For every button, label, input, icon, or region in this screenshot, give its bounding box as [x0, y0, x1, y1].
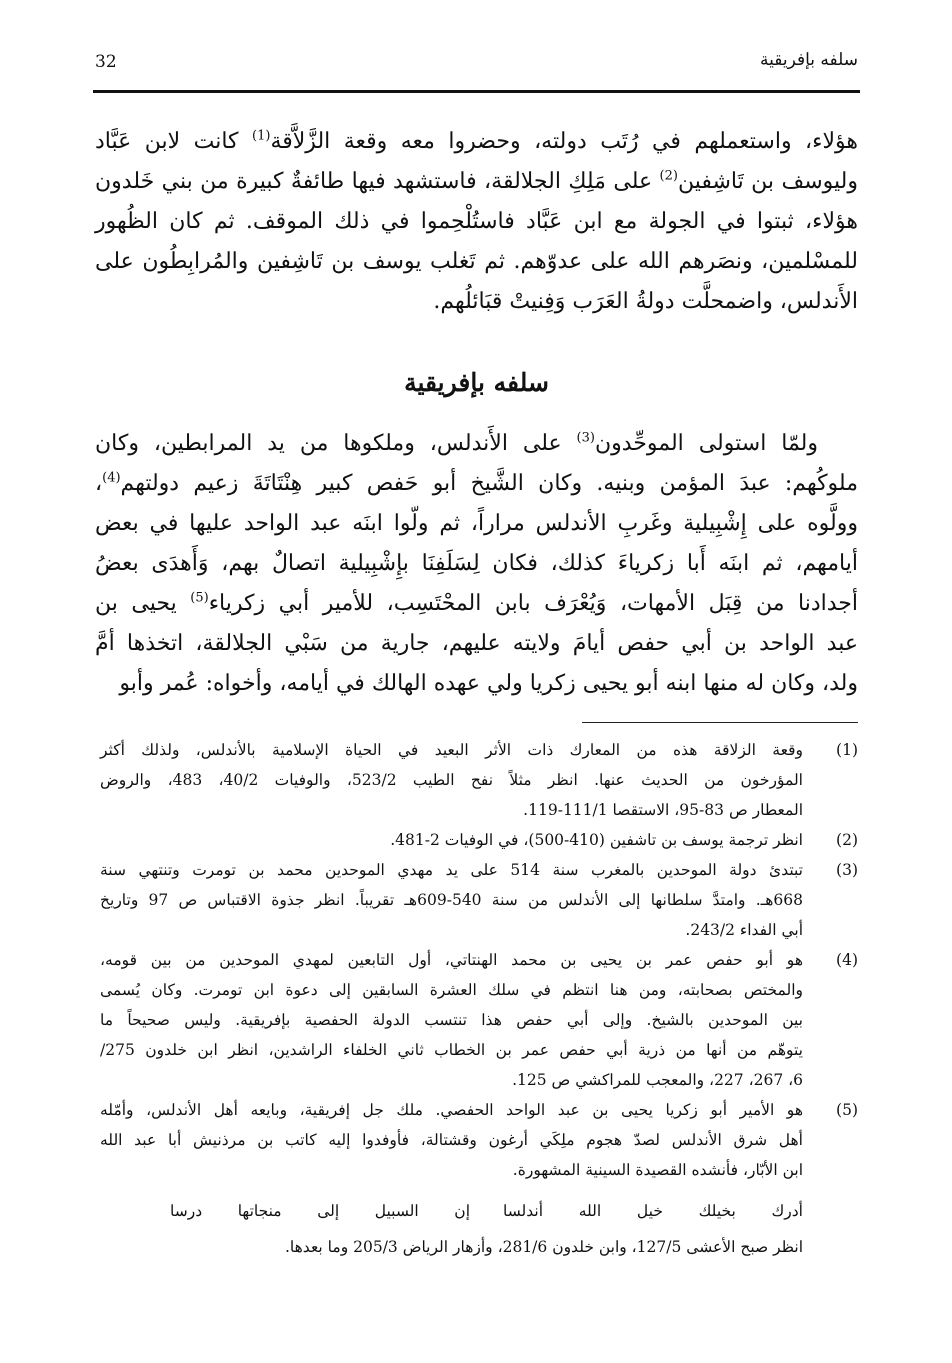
verse-second-hemistich: إن السبيل إلى منجاتها درسا — [170, 1202, 470, 1220]
footnote — [100, 855, 858, 945]
text-segment: يحيى بن — [95, 591, 191, 616]
footnote-marker: (3) — [576, 430, 595, 446]
footnote-line: هو أبو حفص عمر بن يحيى بن محمد الهنتاتي، أول التابعين لمهدي الموحدين من بين قومه، — [100, 951, 803, 969]
footnote-number: (1) — [836, 741, 858, 759]
text-segment: الأَندلس، واضمحلَّت دولةُ العَرَب وَفِنيتْ قبَائلُهم. — [433, 289, 858, 314]
footnote-line: أهل شرق الأندلس لصدّ هجوم ملِكَي أرغون وقشتالة، فأوفدوا إليه كاتب بن مرذنيش أبا عبد الله — [100, 1131, 803, 1149]
footnote-separator — [582, 722, 858, 723]
footnote-line: يتوهّم من أنها من ذرية أبي حفص عمر بن الخطاب ثاني الخلفاء الراشدين، انظر ابن خلدون 275/ — [100, 1041, 803, 1059]
footnote-line: وقعة الزلاقة هذه من المعارك ذات الأثر البعيد في الحياة الإسلامية بالأندلس، ولذلك أكثر — [100, 741, 803, 759]
verse-first-hemistich: أدرك بخيلك خيل الله أندلسا — [503, 1202, 803, 1220]
footnote-number: (2) — [836, 831, 858, 849]
footnote-line: تبتدئ دولة الموحدين بالمغرب سنة 514 على يد مهدي الموحدين محمد بن تومرت وتنتهي سنة — [100, 861, 803, 879]
footnote-number: (5) — [836, 1101, 858, 1119]
footnote — [100, 1095, 858, 1185]
footnote-marker: (4) — [102, 470, 121, 486]
footnote-number: (4) — [836, 951, 858, 969]
text-segment: ، — [95, 471, 103, 496]
footnote-line: المعطار ص 83-95، الاستقصا 111/1-119. — [523, 801, 803, 819]
text-line — [95, 504, 858, 544]
running-head: سلفه بإفريقية — [760, 50, 858, 70]
text-segment: وولَّوه على إِشْبِيلية وغَربِ الأندلس مراراً، ثم ولّوا ابنَه عبد الواحد عليها في بعض — [95, 511, 858, 536]
text-segment: أيامهم، ثم ابنَه أَبا زكرياءَ كذلك، فكان لِسَلَفِنَا بإِشْبِيلية اتصالٌ بهم، وَأَهدَى بعضُ — [95, 551, 858, 576]
header-rule — [93, 90, 860, 93]
text-segment: على الأَندلس، وملكوها من يد المرابطين، وكان — [95, 431, 577, 456]
verse — [100, 1191, 858, 1231]
text-segment: للمسْلمين، ونصَرهم الله على عدوّهم. ثم تَغلب يوسف بن تَاشِفين والمُرابِطُون على — [95, 249, 858, 274]
footnote-line: انظر ترجمة يوسف بن تاشفين (410-500)، في الوفيات 2-481. — [390, 831, 803, 849]
footnote-marker: (5) — [190, 590, 209, 606]
footnote — [100, 735, 858, 825]
text-line — [95, 424, 858, 464]
text-segment: أجدادنا من قِبَل الأمهات، وَيُعْرَف بابن المحْتَسِب، للأمير أبي زكرياء — [208, 591, 859, 616]
text-line — [95, 664, 858, 704]
text-line — [95, 242, 858, 282]
paragraph-2 — [95, 424, 858, 704]
text-line — [95, 464, 858, 504]
page-number: 32 — [95, 52, 117, 72]
text-segment: ولد، وكان له منها ابنه أبو يحيى زكريا ولي عهده الهالك في أيامه، وأخواه: عُمر وأبو — [119, 671, 858, 696]
text-segment: هؤلاء، واستعملهم في رُتَب دولته، وحضروا معه وقعة الزَّلاَّقة — [270, 129, 858, 154]
footnote-line: والمختص بصحابته، ومن هنا انتظم في سلك العشرة السابقين إلى دعوة ابن تومرت. وكان يُسمى — [100, 981, 803, 999]
text-line — [95, 282, 858, 322]
footnote-line: 668هـ. وامتدَّ سلطانها إلى الأندلس من سنة 540-609هـ تقريباً. انظر جذوة الاقتباس ص 97 وتاريخ — [100, 891, 803, 909]
text-segment: عبد الواحد بن أبي حفص أيامَ ولايته عليهم، جارية من سَبْي الجلالقة، اتخذها أمَّ — [95, 631, 858, 656]
footnote-line: بين الموحدين بالشيخ. وإلى أبي حفص هذا تنتسب الدولة الحفصية بإفريقية. وليس صحيحاً ما — [100, 1011, 803, 1029]
text-line — [95, 162, 858, 202]
verse-reference: انظر صبح الأعشى 127/5، وابن خلدون 281/6، وأزهار الرياض 205/3 وما بعدها. — [284, 1238, 803, 1256]
footnote-line: ابن الأبّار، فأنشده القصيدة السينية المشهورة. — [512, 1161, 803, 1179]
footnote — [100, 945, 858, 1095]
text-segment: كانت لابن عَبَّاد — [95, 129, 253, 154]
text-line — [95, 202, 858, 242]
section-heading: سلفه بإفريقية — [404, 368, 549, 397]
footnote — [100, 825, 858, 855]
footnote-line: أبي الفداء 243/2. — [685, 921, 803, 939]
footnote-line: هو الأمير أبو زكريا يحيى بن عبد الواحد الحفصي. ملك جل إفريقية، وبايعه أهل الأندلس، وأمّله — [100, 1101, 803, 1119]
text-line — [95, 122, 858, 162]
footnote-marker: (1) — [252, 128, 271, 144]
footnote-number: (3) — [836, 861, 858, 879]
footnotes — [100, 735, 858, 1263]
page-header — [95, 48, 858, 78]
footnote-line: 6، 267، 227، والمعجب للمراكشي ص 125. — [512, 1071, 803, 1089]
text-line — [95, 544, 858, 584]
text-segment: ولمّا استولى الموحِّدون — [594, 431, 818, 456]
text-segment: على مَلِكِ الجلالقة، فاستشهد فيها طائفةٌ كبيرة من بني خَلدون — [95, 169, 660, 194]
paragraph-1 — [95, 122, 858, 322]
text-segment: وليوسف بن تَاشِفين — [677, 169, 859, 194]
text-line — [95, 584, 858, 624]
text-line — [95, 624, 858, 664]
text-segment: هؤلاء، ثبتوا في الجولة مع ابن عَبَّاد فاستُلْحِموا في ذلك الموقف. ثم كان الظُهور — [95, 209, 858, 234]
footnote-line: المؤرخون من الحديث عنها. انظر مثلاً نفح الطيب 523/2، والوفيات 40/2، 483، والروض — [100, 771, 803, 789]
text-segment: ملوكُهم: عبدَ المؤمن وبنيه. وكان الشَّيخ أبو حَفص كبير هِنْتَاتَةَ زعيم دولتهم — [120, 471, 858, 496]
footnote-marker: (2) — [659, 168, 678, 184]
